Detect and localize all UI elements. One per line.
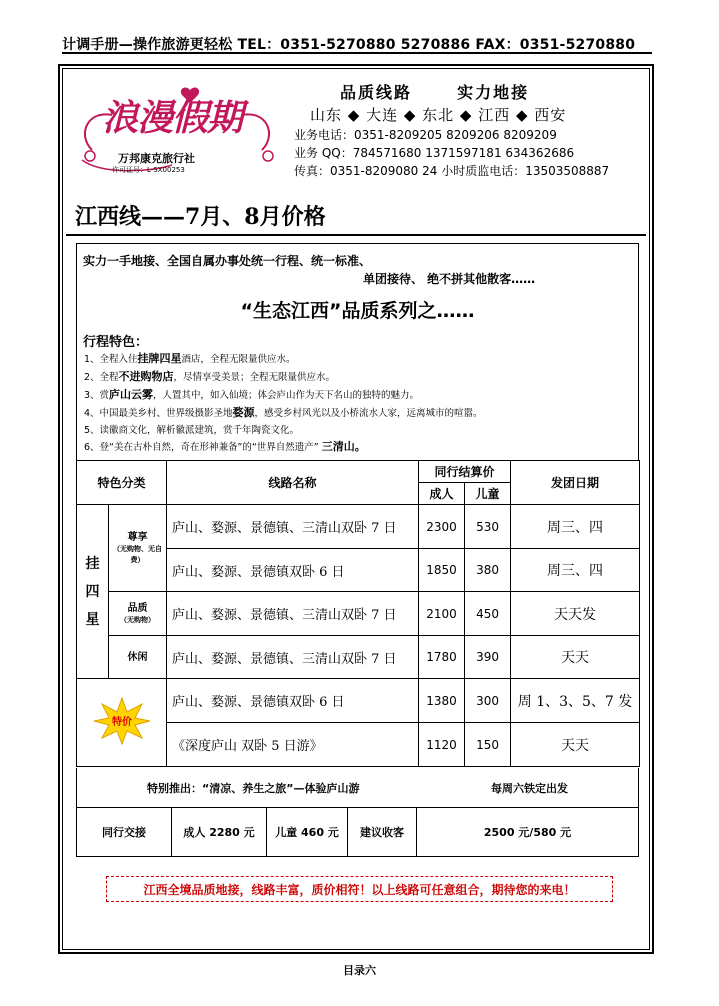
adult-price: 1780 (419, 636, 465, 679)
header-category: 特色分类 (77, 461, 167, 505)
intro-box (76, 243, 639, 461)
route-name: 《深度庐山 双卧 5 日游》 (167, 723, 419, 767)
child-price: 450 (465, 592, 511, 636)
feature-item: 3、赏庐山云雾，人置其中，如入仙境；体会庐山作为天下名山的独特的魅力。 (84, 388, 420, 401)
page-number: 目录六 (343, 964, 376, 977)
regions: 山东 ◆ 大连 ◆ 东北 ◆ 江西 ◆ 西安 (310, 106, 567, 124)
adult-price: 1120 (419, 723, 465, 767)
agency-child: 儿童 460 元 (267, 808, 348, 856)
agency-row (76, 807, 639, 857)
series-title: “生态江西”品质系列之…… (240, 300, 475, 322)
group-label-text: 挂四星 (85, 555, 100, 628)
route-name: 庐山、婺源、景德镇、三清山双卧 7 日 (167, 505, 419, 549)
header-child: 儿童 (465, 483, 511, 505)
special-badge-text: 特价 (111, 716, 132, 728)
group-label (77, 505, 109, 679)
brand-logo (72, 80, 282, 180)
tagline (340, 80, 529, 103)
route-name: 庐山、婺源、景德镇双卧 6 日 (167, 549, 419, 592)
header-route: 线路名称 (167, 461, 419, 505)
license-no: 许可证号：L-SX00253 (112, 166, 185, 174)
promo-banner (76, 768, 639, 808)
departure: 天天 (511, 723, 640, 767)
page-title: 江西线——7月、8月价格 (75, 204, 326, 230)
table-row (77, 679, 640, 723)
special-badge (77, 679, 167, 767)
agency-adult: 成人 2280 元 (172, 808, 267, 856)
route-name: 庐山、婺源、景德镇、三清山双卧 7 日 (167, 592, 419, 636)
departure: 天天 (511, 636, 640, 679)
departure: 天天发 (511, 592, 640, 636)
company-name: 万邦康克旅行社 (118, 152, 195, 165)
table-row (77, 592, 640, 636)
header-departure: 发团日期 (511, 461, 640, 505)
header-adult: 成人 (419, 483, 465, 505)
agency-suggest-label: 建议收客 (348, 808, 417, 856)
header-price: 同行结算价 (419, 461, 511, 483)
departure: 周三、四 (511, 549, 640, 592)
business-qq: 业务 QQ：784571680 1371597181 634362686 (294, 146, 575, 160)
child-price: 390 (465, 636, 511, 679)
feature-item: 4、中国最美乡村、世界级摄影圣地婺源，感受乡村风光以及小桥流水人家，远离城市的喧嚣。 (84, 406, 483, 419)
promo-right: 每周六铁定出发 (491, 782, 568, 795)
category-zunxiang: 尊享 （无购物、无自费） (109, 505, 167, 592)
category-pinzhi: 品质 （无购物） (109, 592, 167, 636)
departure: 周三、四 (511, 505, 640, 549)
feature-item: 2、全程不进购物店，尽情享受美景；全程无限量供应水。 (84, 370, 336, 383)
adult-price: 1380 (419, 679, 465, 723)
logo-text: 浪漫假期 (102, 97, 243, 139)
child-price: 530 (465, 505, 511, 549)
promo-left: 特别推出：“清凉、养生之旅”—体验庐山游 (147, 782, 360, 795)
notice-banner: 江西全境品质地接，线路丰富，质价相符！以上线路可任意组合，期待您的来电！ (106, 876, 613, 902)
fax-hotline: 传真：0351-8209080 24 小时质监电话：13503508887 (294, 164, 610, 178)
adult-price: 1850 (419, 549, 465, 592)
features-title: 行程特色： (83, 335, 149, 350)
child-price: 300 (465, 679, 511, 723)
top-rule (62, 52, 652, 54)
tagline-left: 品质线路 (340, 83, 413, 102)
child-price: 150 (465, 723, 511, 767)
price-table (76, 460, 640, 767)
agency-label: 同行交接 (77, 808, 172, 856)
agency-suggest-value: 2500 元/580 元 (483, 826, 572, 839)
starburst-icon (92, 696, 152, 746)
adult-price: 2100 (419, 592, 465, 636)
departure: 周 1、3、5、7 发 (511, 679, 640, 723)
title-rule (66, 234, 646, 236)
tagline-right: 实力地接 (457, 83, 530, 102)
table-row (77, 636, 640, 679)
category-xiuxian: 休闲 (109, 636, 167, 679)
table-row (77, 505, 640, 549)
child-price: 380 (465, 549, 511, 592)
top-header: 计调手册—操作旅游更轻松 TEL：0351-5270880 5270886 FAX：0351-5270880 (62, 37, 636, 53)
route-name: 庐山、婺源、景德镇双卧 6 日 (167, 679, 419, 723)
adult-price: 2300 (419, 505, 465, 549)
route-name: 庐山、婺源、景德镇、三清山双卧 7 日 (167, 636, 419, 679)
feature-item: 5、读徽商文化，解析徽派建筑，赏千年陶瓷文化。 (84, 425, 300, 436)
feature-item: 6、登“美在古朴自然，奇在形神兼备”的“世界自然遗产” 三清山。 (84, 440, 366, 453)
business-phone: 业务电话：0351-8209205 8209206 8209209 (294, 128, 557, 142)
feature-item: 1、全程入住挂牌四星酒店，全程无限量供应水。 (84, 352, 296, 365)
intro-line-2: 单团接待、 绝不拼其他散客…… (363, 272, 536, 286)
intro-line-1: 实力一手地接、全国自属办事处统一行程、统一标准、 (83, 254, 372, 268)
